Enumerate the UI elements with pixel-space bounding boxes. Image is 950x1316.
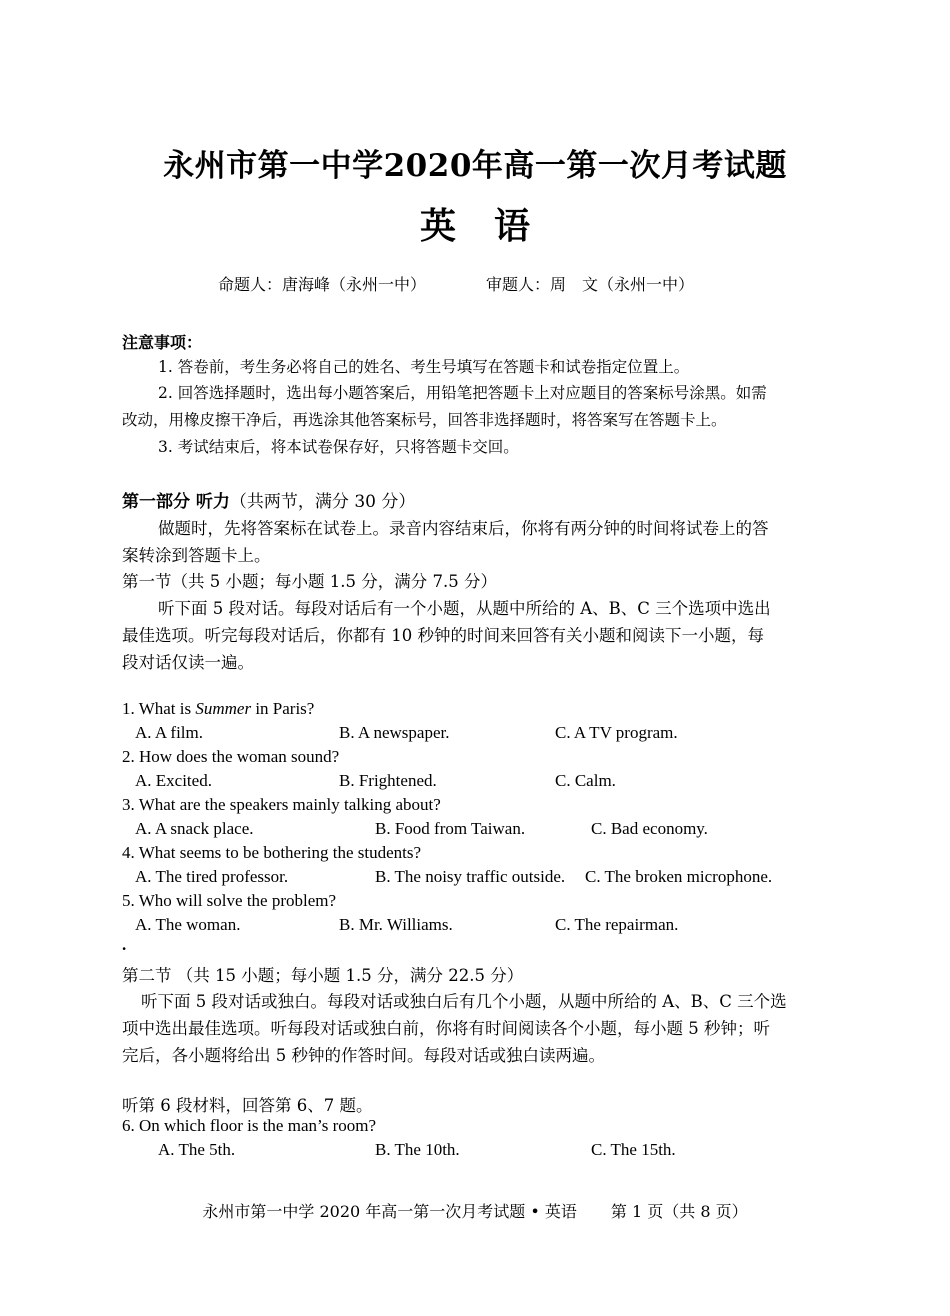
q2-option-b: B. Frightened. <box>339 771 437 790</box>
section2-line-2: 项中选出最佳选项。听每段对话或独白前，你将有时间阅读各个小题，每小题 5 秒钟；听 <box>122 1019 770 1038</box>
question-1-emphasis: Summer <box>195 699 252 718</box>
stray-dot: . <box>122 935 127 954</box>
subject-title: 英语 <box>419 205 568 247</box>
part1-intro-line-2: 案转涂到答题卡上。 <box>122 546 271 565</box>
q6-option-b: B. The 10th. <box>375 1140 460 1159</box>
q1-option-a: A. A film. <box>135 723 204 742</box>
notice-item-3: 3. 考试结束后，将本试卷保存好，只将答题卡交回。 <box>158 438 519 456</box>
q4-option-b: B. The noisy traffic outside. <box>375 867 566 886</box>
question-1 <box>122 699 314 719</box>
part1-heading <box>122 487 415 512</box>
question-1-text-end: in Paris? <box>251 699 315 718</box>
q4-option-c: C. The broken microphone. <box>585 867 773 886</box>
page-footer <box>0 1199 950 1222</box>
notice-item-2-line-2: 改动，用橡皮擦干净后，再选涂其他答案标号，回答非选择题时，将答案写在答题卡上。 <box>122 411 727 429</box>
q3-option-a: A. A snack place. <box>135 819 254 838</box>
part1-heading-note: （共两节，满分 30 分） <box>229 492 416 512</box>
question-1-text: 1. What is <box>122 699 196 718</box>
notice-item-2-line-1: 2. 回答选择题时，选出每小题答案后，用铅笔把答题卡上对应题目的答案标号涂黑。如需 <box>158 384 767 402</box>
q1-option-c: C. A TV program. <box>555 723 678 742</box>
question-5: 5. Who will solve the problem? <box>122 891 337 910</box>
q3-option-b: B. Food from Taiwan. <box>375 819 526 838</box>
notice-heading: 注意事项： <box>122 333 203 352</box>
section2-title: 第二节 （共 15 小题；每小题 1.5 分，满分 22.5 分） <box>122 966 524 985</box>
footer-page-number: 第 1 页（共 8 页） <box>610 1202 748 1221</box>
author: 命题人：唐海峰（永州一中） <box>218 275 427 294</box>
section2-line-3: 完后，各小题将给出 5 秒钟的作答时间。每段对话或独白读两遍。 <box>122 1046 605 1065</box>
q2-option-a: A. Excited. <box>135 771 212 790</box>
q4-option-a: A. The tired professor. <box>135 867 289 886</box>
q1-option-b: B. A newspaper. <box>339 723 450 742</box>
material-6-instruction: 听第 6 段材料，回答第 6、7 题。 <box>122 1096 373 1115</box>
question-2: 2. How does the woman sound? <box>122 747 340 766</box>
section1-line-3: 段对话仅读一遍。 <box>122 653 254 672</box>
section2-line-1: 听下面 5 段对话或独白。每段对话或独白后有几个小题，从题中所给的 A、B、C 三个选 <box>141 992 787 1011</box>
q2-option-c: C. Calm. <box>555 771 616 790</box>
question-3: 3. What are the speakers mainly talking about? <box>122 795 441 814</box>
question-4: 4. What seems to be bothering the students? <box>122 843 422 862</box>
section1-title: 第一节（共 5 小题；每小题 1.5 分，满分 7.5 分） <box>122 572 497 591</box>
authors-line <box>218 272 694 295</box>
q6-option-c: C. The 15th. <box>591 1140 676 1159</box>
section1-line-2: 最佳选项。听完每段对话后，你都有 10 秒钟的时间来回答有关小题和阅读下一小题，每 <box>122 626 764 645</box>
q6-option-a: A. The 5th. <box>158 1140 236 1159</box>
question-6: 6. On which floor is the man’s room? <box>122 1116 377 1135</box>
part1-intro-line-1: 做题时，先将答案标在试卷上。录音内容结束后，你将有两分钟的时间将试卷上的答 <box>158 519 769 538</box>
notice-item-1: 1. 答卷前，考生务必将自己的姓名、考生号填写在答题卡和试卷指定位置上。 <box>158 358 690 376</box>
footer-title: 永州市第一中学 2020 年高一第一次月考试题 • 英语 <box>202 1202 577 1221</box>
q3-option-c: C. Bad economy. <box>591 819 708 838</box>
exam-title: 永州市第一中学2020年高一第一次月考试题 <box>163 148 787 184</box>
part1-heading-text: 第一部分 听力 <box>122 492 230 512</box>
section1-line-1: 听下面 5 段对话。每段对话后有一个小题，从题中所给的 A、B、C 三个选项中选出 <box>158 599 771 618</box>
q5-option-c: C. The repairman. <box>555 915 679 934</box>
q5-option-b: B. Mr. Williams. <box>339 915 453 934</box>
q5-option-a: A. The woman. <box>135 915 241 934</box>
reviewer: 审题人：周 文（永州一中） <box>486 275 695 294</box>
